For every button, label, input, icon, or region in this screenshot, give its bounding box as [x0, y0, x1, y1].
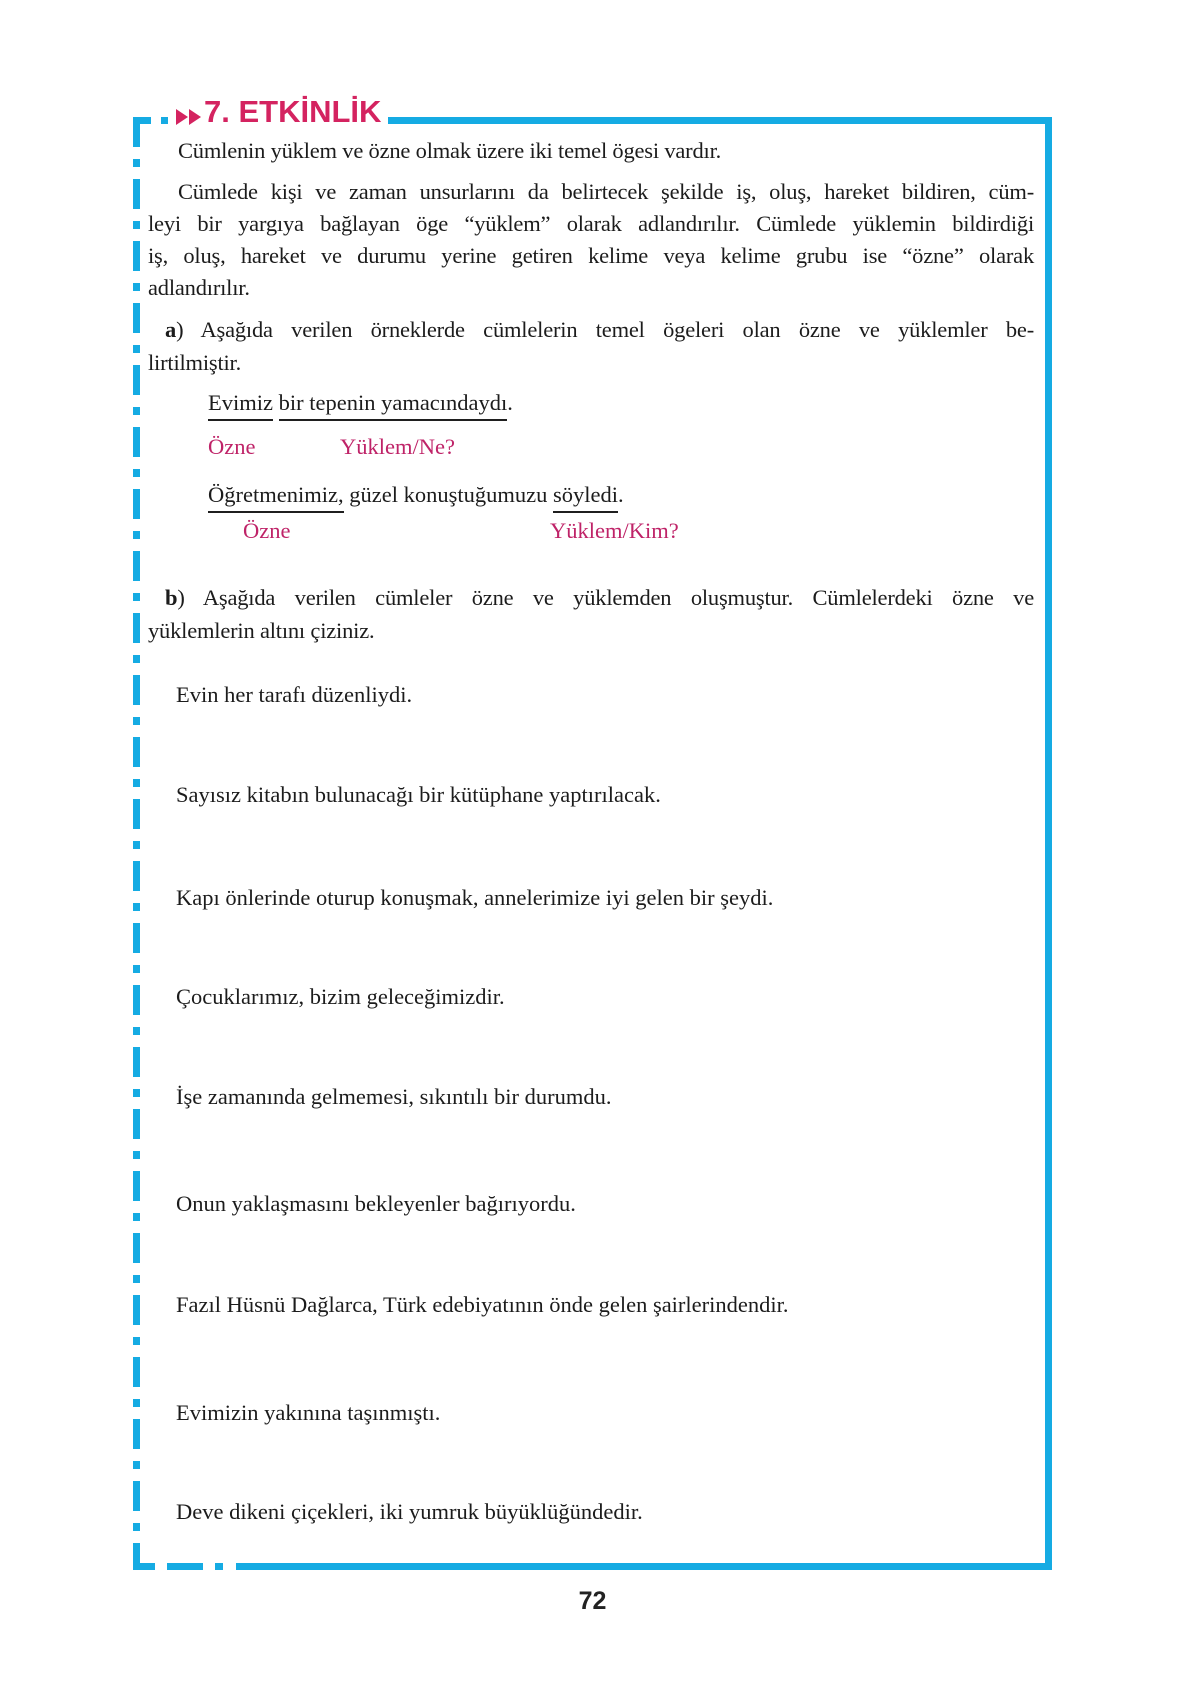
item-marker-b: b: [165, 585, 178, 610]
frame-corner-dash-top-left: [133, 117, 151, 124]
exercise-sentence: Evin her tarafı düzenliydi.: [176, 682, 413, 707]
exercise-sentence: Fazıl Hüsnü Dağlarca, Türk edebiyatının önde gelen şairlerindendir.: [176, 1292, 789, 1317]
exercise-sentence: Sayısız kitabın bulunacağı bir kütüphane yaptırılacak.: [176, 782, 661, 807]
paragraph-line: [148, 581, 1034, 614]
sentence-middle: güzel konuştuğumuzu: [349, 482, 548, 507]
paragraph-line: lirtilmiştir.: [148, 350, 242, 375]
paragraph-line: adlandırılır.: [148, 275, 250, 300]
frame-corner-dash-bottom-left-2: [167, 1563, 203, 1570]
paragraph-line: leyi bir yargıya bağlayan öge “yüklem” olarak adlandırılır. Cümlede yüklemin bildirdiği: [148, 211, 1034, 236]
instruction-text: ) Aşağıda verilen örneklerde cümlelerin temel ögeleri olan özne ve yüklemler be-: [176, 317, 1034, 342]
frame-border-bottom: [236, 1563, 1052, 1570]
exercise-sentence: Onun yaklaşmasını bekleyenler bağırıyordu.: [176, 1191, 576, 1216]
frame-corner-dot-top-left: [161, 117, 168, 124]
exercise-sentence: Evimizin yakınına taşınmıştı.: [176, 1400, 441, 1425]
frame-border-left-dashed: [133, 117, 140, 1570]
example-sentence-1: [208, 389, 513, 459]
sentence-period: .: [507, 390, 513, 415]
exercise-sentence: Kapı önlerinde oturup konuşmak, annelerimize iyi gelen bir şeydi.: [176, 885, 774, 910]
yuklem-label: Yüklem/Kim?: [550, 518, 679, 543]
instruction-text: ) Aşağıda verilen cümleler özne ve yüklemden oluşmuştur. Cümlelerdeki özne ve: [177, 585, 1034, 610]
ozne-label: Özne: [208, 434, 256, 459]
subject-underlined: Öğretmenimiz,: [208, 482, 344, 513]
intro-paragraph-2: [148, 176, 1034, 304]
intro-paragraph-1: [148, 135, 1034, 167]
paragraph-line: Cümlede kişi ve zaman unsurlarını da belirtecek şekilde iş, oluş, hareket bildiren, cüm-: [178, 179, 1034, 204]
sentence-period: .: [617, 482, 624, 507]
paragraph-line: [148, 313, 1034, 346]
predicate-underlined: bir tepenin yamacındaydı: [279, 390, 508, 421]
ozne-label: Özne: [243, 518, 291, 543]
predicate-underlined: söyledi: [553, 482, 618, 513]
section-b-instructions: [148, 581, 1034, 647]
paragraph-line: Cümlenin yüklem ve özne olmak üzere iki temel ögesi vardır.: [178, 138, 722, 163]
frame-corner-dash-bottom-left: [133, 1563, 155, 1570]
section-a-instructions: [148, 313, 1034, 379]
item-marker-a: a: [165, 317, 177, 342]
frame-border-top: [388, 117, 1045, 124]
frame-border-right: [1045, 117, 1052, 1570]
exercise-sentence: Çocuklarımız, bizim geleceğimizdir.: [176, 984, 505, 1009]
exercise-sentence: İşe zamanında gelmemesi, sıkıntılı bir durumdu.: [176, 1084, 612, 1109]
yuklem-label: Yüklem/Ne?: [340, 434, 455, 459]
fast-forward-icon: [176, 109, 188, 125]
example-sentence-2: [208, 481, 679, 543]
fast-forward-icon: [189, 109, 201, 125]
paragraph-line: yüklemlerin altını çiziniz.: [148, 618, 375, 643]
activity-title: 7. ETKİNLİK: [204, 94, 382, 129]
paragraph-line: iş, oluş, hareket ve durumu yerine getiren kelime veya kelime grubu ise “özne” olarak: [148, 243, 1034, 268]
page-number: 72: [578, 1587, 607, 1615]
frame-corner-dot-bottom-left: [215, 1563, 223, 1570]
subject-underlined: Evimiz: [208, 390, 273, 421]
exercise-sentence: Deve dikeni çiçekleri, iki yumruk büyüklüğündedir.: [176, 1499, 643, 1524]
